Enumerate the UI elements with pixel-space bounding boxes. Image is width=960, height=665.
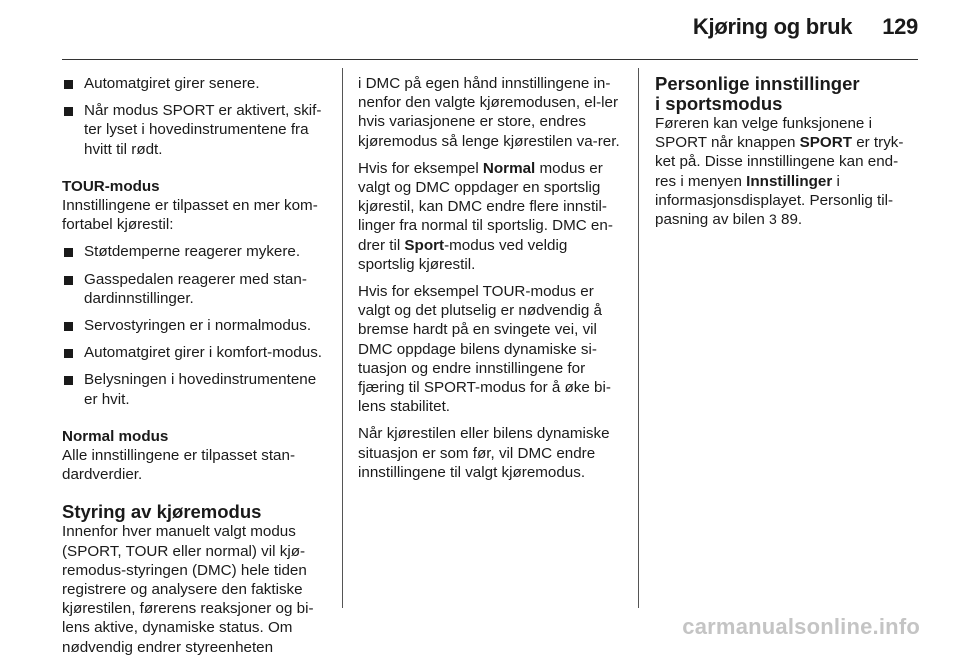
tour-bullet-list (62, 242, 326, 408)
watermark-logo: carmanualsonline.info (682, 614, 920, 639)
tour-text: Innstillingene er tilpasset en mer kom-fortabel kjørestil: (62, 197, 318, 234)
dmc-paragraph-4: Når kjørestilen eller bilens dynamiske situasjon er som før, vil DMC endre innstillingene til valgt kjøremodus. (358, 425, 610, 481)
page-reference-icon: 3 (769, 211, 777, 228)
tour-heading: TOUR-modus (62, 177, 160, 195)
column-divider-1 (342, 68, 343, 608)
dmc-paragraph-3: Hvis for eksempel TOUR-modus er valgt og det plutselig er nødvendig å bremse hardt på en svingete vei, vil DMC oppdage bilens dynamiske si-tuasjon og endre innstillingene for fjæring til SPORT-modus for å øke bi-lens stabilitet. (358, 283, 611, 416)
list-item: Støtdemperne reagerer mykere. (62, 242, 326, 261)
normal-keyword: Normal (482, 159, 536, 177)
chapter-title: Kjøring og bruk (692, 14, 853, 39)
list-item: Når modus SPORT er aktivert, skif-ter lyset i hovedinstrumentene fra hvitt til rødt. (62, 101, 326, 159)
page-header (693, 14, 918, 40)
styring-text: Innenfor hver manuelt valgt modus (SPORT, TOUR eller normal) vil kjø-remodus-styringen (DMC) hele tiden registrere og analysere den faktiske kjørestilen, førerens reaksjoner og bi-lens aktive, dynamiske status. Om nødvendig endrer styreenheten (62, 523, 314, 656)
column-divider-2 (638, 68, 639, 608)
column-1 (62, 74, 326, 665)
sport-keyword: Sport (404, 236, 445, 254)
sport-bullet-list (62, 74, 326, 159)
header-rule (62, 59, 918, 60)
normal-text: Alle innstillingene er tilpasset stan-dardverdier. (62, 447, 295, 484)
list-item: Automatgiret girer i komfort-modus. (62, 343, 326, 362)
column-3 (655, 74, 919, 237)
personal-settings-text: Føreren kan velge funksjonene i SPORT når knappen SPORT er tryk-ket på. Disse innstillingene kan end-res i menyen Innstillinger i informasjonsdisplayet. Personlig til-pasning av bilen 3 89. (655, 115, 904, 229)
list-item: Automatgiret girer senere. (62, 74, 326, 93)
column-2 (358, 74, 622, 490)
dmc-paragraph-1: i DMC på egen hånd innstillingene in-nenfor den valgte kjøremodusen, el-ler hvis variasjonene er store, endres kjøremodus så lenge kjørestilen va-rer. (358, 75, 620, 150)
normal-heading: Normal modus (62, 427, 169, 445)
sport-button-label: SPORT (799, 134, 852, 152)
list-item: Gasspedalen reagerer med stan-dardinnstillinger. (62, 270, 326, 308)
list-item: Servostyringen er i normalmodus. (62, 316, 326, 335)
personal-settings-heading: Personlige innstillinger i sportsmodus (655, 73, 860, 114)
styring-heading: Styring av kjøremodus (62, 501, 262, 523)
page-number: 129 (882, 14, 918, 39)
settings-menu-label: Innstillinger (746, 172, 833, 190)
dmc-paragraph-2: Hvis for eksempel Normal modus er valgt og DMC oppdager en sportslig kjørestil, kan DMC endre flere innstil-linger fra normal til sportslig. DMC en-drer til Sport-modus ved veldig sportslig kjørestil. (358, 159, 613, 273)
list-item: Belysningen i hovedinstrumentene er hvit. (62, 370, 326, 408)
